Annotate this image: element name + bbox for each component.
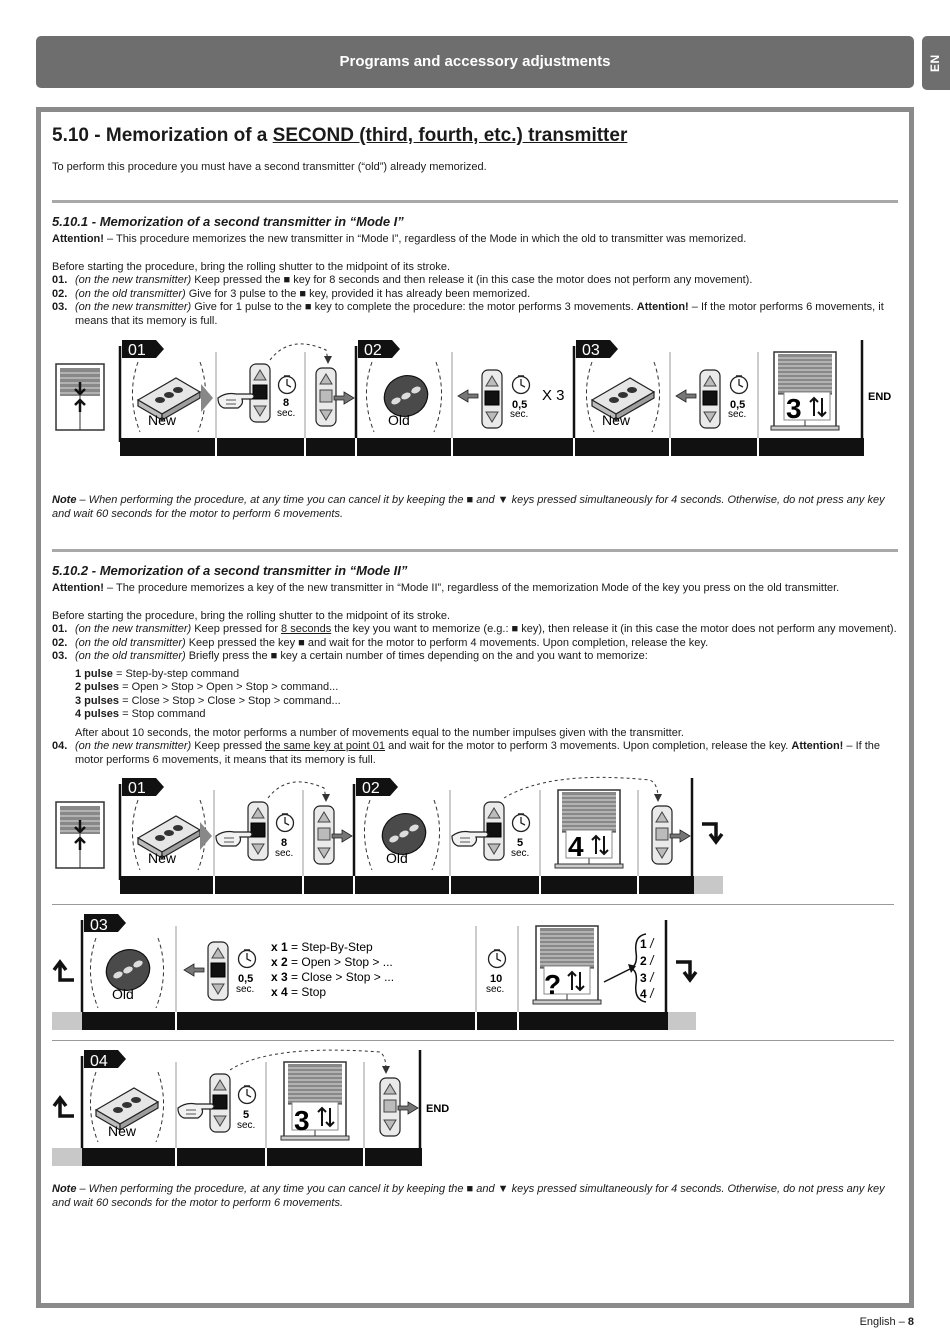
choice-number: 1 xyxy=(640,937,647,951)
hand-icon xyxy=(218,394,254,409)
end-label: END xyxy=(868,391,892,403)
pulse-list xyxy=(52,668,898,722)
duration-unit: sec. xyxy=(236,984,255,995)
duration-unit: sec. xyxy=(511,848,530,859)
step-number: 04. xyxy=(52,740,68,752)
keypad-icon xyxy=(314,806,334,864)
movements-count: 4 xyxy=(568,831,584,862)
keypad-icon xyxy=(316,368,336,426)
note-text: – When performing the procedure, at any time you can cancel it by keeping the ■ and ▼ keys pressed simultaneously for 4 seconds. Otherwise, do not press any key and wait 60 seconds for the motor to perform 6 movements. xyxy=(52,494,885,520)
old-label: Old xyxy=(112,986,134,1002)
step-tag xyxy=(122,778,164,797)
choice-number: 3 xyxy=(640,971,647,985)
clock-icon xyxy=(277,814,294,832)
duration-value: 8 xyxy=(283,397,290,409)
section-title xyxy=(52,125,898,147)
mode1-step xyxy=(52,288,898,302)
step-context: (on the new transmitter) xyxy=(75,740,192,752)
keypad-icon xyxy=(248,802,268,860)
movements-count: 3 xyxy=(294,1105,310,1136)
step-tag-label: 03 xyxy=(90,917,108,934)
header-bar xyxy=(36,36,914,88)
footer-language: English – xyxy=(859,1316,908,1328)
step-number: 01. xyxy=(52,274,68,286)
pulse-meaning: = Close > Stop > Close > Stop > command... xyxy=(119,694,341,707)
pulse-count: 2 pulses xyxy=(75,681,120,693)
attention-label: Attention! xyxy=(52,233,104,245)
clock-icon xyxy=(279,376,296,394)
shutter-icon xyxy=(56,364,104,430)
arrow-left-icon xyxy=(676,390,696,402)
flow-arrow-icon xyxy=(200,822,212,850)
step-context: (on the old transmitter) xyxy=(75,287,186,300)
keypad-icon xyxy=(250,364,270,422)
pulse-option xyxy=(271,955,393,969)
step-tag-label: 04 xyxy=(90,1053,108,1070)
pulse-option xyxy=(271,985,326,999)
choice-number: 2 xyxy=(640,954,647,968)
section-title-prefix: 5.10 - Memorization of a xyxy=(52,125,273,146)
duration-unit: sec. xyxy=(277,408,296,419)
continue-arrow-icon xyxy=(54,1098,74,1116)
step-text: – If the motor performs 6 movements, it means that its memory is full. xyxy=(75,740,881,766)
duration-unit: sec. xyxy=(728,409,747,420)
mode1-title: 5.10.1 - Memorization of a second transmitter in “Mode I” xyxy=(52,214,404,229)
duration-unit: sec. xyxy=(275,848,294,859)
divider xyxy=(52,1040,894,1041)
step-underlined: the same key at point 01 xyxy=(265,740,386,752)
clock-icon xyxy=(731,376,748,394)
note-text: – When performing the procedure, at any time you can cancel it by keeping the ■ and ▼ keys pressed simultaneously for 4 seconds. Otherwise, do not press any key and wait 60 seconds for the motor to perform 6 movements. xyxy=(52,1183,885,1209)
step-tag xyxy=(84,1050,126,1070)
attention-label: Attention! xyxy=(636,301,689,313)
option-count: x 3 xyxy=(271,970,288,984)
arrow-right-icon xyxy=(670,830,690,842)
choice-number: 4 xyxy=(640,987,647,1001)
pulse-count: 4 pulses xyxy=(75,708,120,720)
step-tag-label: 02 xyxy=(364,342,382,359)
step-text: and wait for the motor to perform 3 movements. Upon completion, release the key. xyxy=(385,740,792,752)
pulse-option xyxy=(271,970,394,984)
header-title: Programs and accessory adjustments xyxy=(339,53,611,70)
page-footer xyxy=(860,1316,914,1328)
step-tag xyxy=(576,340,618,359)
step-tag xyxy=(122,340,164,359)
keypad-icon xyxy=(210,1074,230,1132)
clock-icon xyxy=(239,1086,256,1104)
attention-label: Attention! xyxy=(52,582,104,594)
mode2-step xyxy=(52,637,898,651)
keypad-icon xyxy=(652,806,672,864)
repeat-label: X 3 xyxy=(542,387,565,404)
keypad-icon xyxy=(700,370,720,428)
hand-icon xyxy=(216,832,252,847)
step-tag xyxy=(84,914,126,934)
mode2-diagram-row2 xyxy=(50,912,710,1036)
mode1-note xyxy=(52,494,898,521)
pulse-item xyxy=(52,708,898,722)
step-text: Briefly press the ■ key a certain number of times depending on the and you want to memorize: xyxy=(185,650,648,662)
continue-arrow-icon xyxy=(702,824,722,842)
pulse-meaning: = Stop command xyxy=(119,708,206,720)
duration-value: 0,5 xyxy=(238,973,254,985)
option-count: x 1 xyxy=(271,940,288,954)
arrow-right-icon xyxy=(398,1102,418,1114)
flow-arrow-icon xyxy=(201,384,213,412)
note-label: Note xyxy=(52,1183,77,1195)
step-text: Give for 1 pulse to the ■ key to complete the procedure: the motor performs 3 movements. xyxy=(191,301,637,313)
hand-icon xyxy=(178,1104,214,1119)
step-context: (on the new transmitter) xyxy=(75,623,192,635)
clock-icon xyxy=(513,814,530,832)
mode2-after: After about 10 seconds, the motor performs a number of movements equal to the number impulses given with the transmitter. xyxy=(75,726,684,739)
step-underlined: 8 seconds xyxy=(281,623,332,635)
new-label: New xyxy=(602,412,631,428)
pulse-item xyxy=(52,668,898,682)
option-count: x 2 xyxy=(271,955,288,969)
pulse-meaning: = Open > Stop > Open > Stop > command... xyxy=(119,681,339,693)
step-context: (on the old transmitter) xyxy=(75,636,186,649)
mode2-diagram-row1 xyxy=(50,776,730,898)
end-label: END xyxy=(426,1103,450,1115)
arrow-left-icon xyxy=(184,964,204,976)
step-tag-label: 03 xyxy=(582,342,600,359)
clock-icon xyxy=(513,376,530,394)
hand-icon xyxy=(452,832,488,847)
step-context: (on the new transmitter) xyxy=(75,301,192,313)
step-tag-label: 02 xyxy=(362,780,380,797)
step-tag xyxy=(358,340,400,359)
note-label: Note xyxy=(52,494,77,506)
step-text: Keep pressed xyxy=(191,740,266,752)
step-context: (on the old transmitter) xyxy=(75,650,186,662)
pulse-count: 3 pulses xyxy=(75,694,120,707)
unknown-count: ? xyxy=(544,969,562,1000)
attention-text: – This procedure memorizes the new transmitter in “Mode I”, regardless of the Mode in which the old to transmitter was memorized. xyxy=(103,233,747,245)
step-text: Keep pressed the ■ key for 8 seconds and then release it (in this case the motor does not perform any movement). xyxy=(191,274,753,286)
divider xyxy=(52,200,898,203)
option-count: x 4 xyxy=(271,985,288,999)
clock-icon xyxy=(239,950,256,968)
attention-label: Attention! xyxy=(791,740,844,752)
mode1-before: Before starting the procedure, bring the rolling shutter to the midpoint of its stroke. xyxy=(52,260,451,273)
step-number: 03. xyxy=(52,650,68,662)
keypad-icon xyxy=(380,1078,400,1136)
keypad-icon xyxy=(208,942,228,1000)
dashed-arrow xyxy=(270,344,328,360)
mode1-step xyxy=(52,274,898,288)
divider xyxy=(52,549,898,552)
dashed-arrow xyxy=(268,782,326,798)
step-tag-label: 01 xyxy=(128,780,146,797)
mode2-attention xyxy=(52,582,898,596)
step-context: (on the new transmitter) xyxy=(75,274,192,286)
duration-unit: sec. xyxy=(510,409,529,420)
old-label: Old xyxy=(386,850,408,866)
step-text: – If the motor performs 6 movements, it means that its memory is full. xyxy=(75,301,884,327)
divider xyxy=(52,904,894,905)
new-label: New xyxy=(148,412,177,428)
attention-text: – The procedure memorizes a key of the new transmitter in “Mode II”, regardless of the memorization Mode of the key you press on the old transmitter. xyxy=(103,582,840,594)
duration-value: 8 xyxy=(281,837,288,849)
shutter-icon xyxy=(56,802,104,868)
step-text: the key you want to memorize (e.g.: ■ key), then release it (in this case the motor does not perform any movement). xyxy=(331,623,897,635)
new-label: New xyxy=(108,1123,137,1139)
language-tab xyxy=(922,36,950,90)
keypad-icon xyxy=(482,370,502,428)
duration-value: 5 xyxy=(243,1109,250,1121)
pulse-item xyxy=(52,695,898,709)
option-meaning: = Close > Stop > ... xyxy=(287,970,395,984)
arrow-right-icon xyxy=(334,392,354,404)
duration-unit: sec. xyxy=(237,1120,256,1131)
step-text: Give for 3 pulse to the ■ key, provided it has already been memorized. xyxy=(185,287,531,300)
continue-arrow-icon xyxy=(54,962,74,980)
section-intro: To perform this procedure you must have a second transmitter (“old”) already memorized. xyxy=(52,161,487,173)
option-meaning: = Stop xyxy=(287,985,327,999)
pulse-item xyxy=(52,681,898,695)
option-meaning: = Step-By-Step xyxy=(287,940,373,954)
mode2-before: Before starting the procedure, bring the rolling shutter to the midpoint of its stroke. xyxy=(52,609,451,622)
duration-unit: sec. xyxy=(486,984,505,995)
page-number: 8 xyxy=(907,1316,914,1328)
arrow-left-icon xyxy=(458,390,478,402)
duration-value: 0,5 xyxy=(512,399,528,411)
mode1-step xyxy=(52,301,898,328)
step-text: Keep pressed for xyxy=(191,623,282,635)
new-label: New xyxy=(148,850,177,866)
pulse-option xyxy=(271,940,373,954)
pulse-count: 1 pulse xyxy=(75,667,113,680)
mode2-note xyxy=(52,1183,898,1210)
pulse-meaning: = Step-by-step command xyxy=(112,667,240,680)
step-number: 02. xyxy=(52,636,68,649)
mode2-diagram-row3 xyxy=(50,1048,470,1170)
option-meaning: = Open > Stop > ... xyxy=(287,955,393,969)
step-number: 02. xyxy=(52,287,68,300)
mode2-title: 5.10.2 - Memorization of a second transmitter in “Mode II” xyxy=(52,563,408,578)
continue-arrow-icon xyxy=(676,962,696,980)
mode1-attention xyxy=(52,233,898,247)
duration-value: 10 xyxy=(490,973,503,985)
keypad-icon xyxy=(484,802,504,860)
mode1-diagram xyxy=(50,338,900,460)
pulse-options xyxy=(271,940,394,999)
clock-icon xyxy=(489,950,506,968)
mode2-step xyxy=(52,740,898,767)
step-tag xyxy=(356,778,398,797)
old-label: Old xyxy=(388,412,410,428)
mode2-step xyxy=(52,623,898,637)
duration-value: 5 xyxy=(517,837,524,849)
language-code: EN xyxy=(928,54,942,72)
movements-count: 3 xyxy=(786,393,802,424)
duration-value: 0,5 xyxy=(730,399,746,411)
step-text: Keep pressed the key ■ and wait for the motor to perform 4 movements. Upon completion, release the key. xyxy=(185,636,709,649)
step-tag-label: 01 xyxy=(128,342,146,359)
step-number: 03. xyxy=(52,301,68,313)
mode2-step xyxy=(52,650,898,664)
step-number: 01. xyxy=(52,623,68,635)
section-title-underlined: SECOND (third, fourth, etc.) transmitter xyxy=(272,125,628,146)
arrow-right-icon xyxy=(332,830,352,842)
